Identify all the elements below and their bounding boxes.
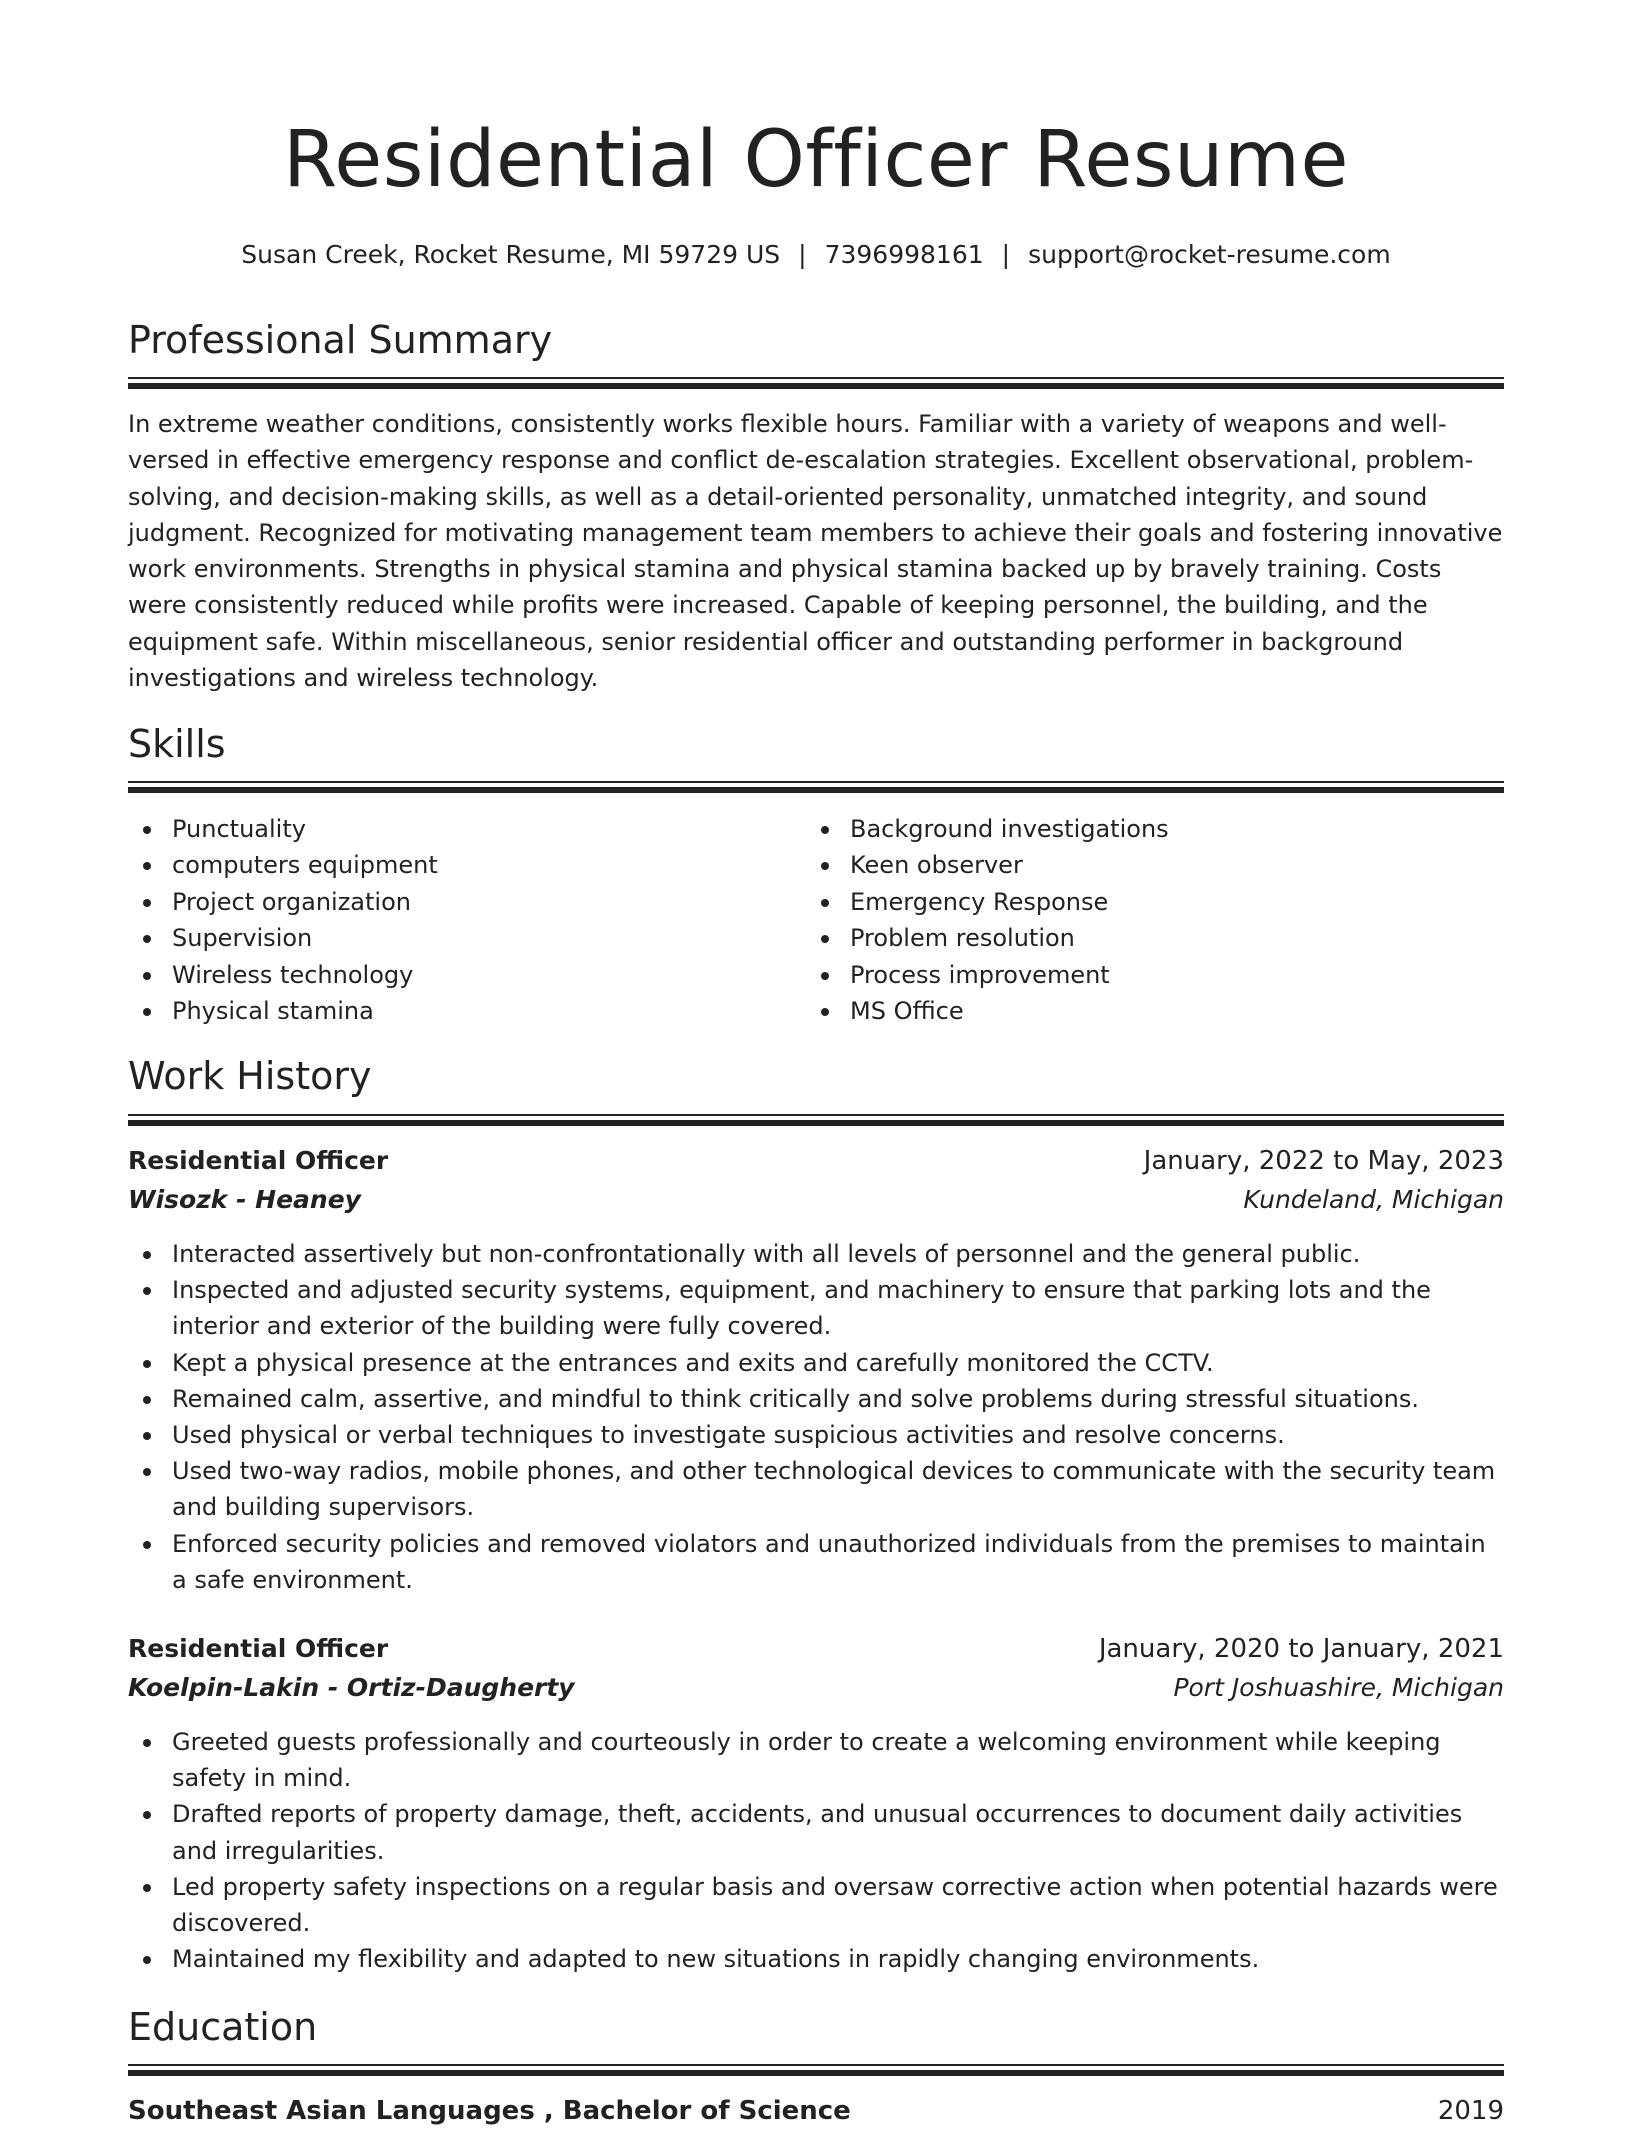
- work-history-heading: Work History: [128, 1054, 372, 1098]
- list-item: Interacted assertively but non-confrontationally with all levels of personnel and the general public.: [128, 1236, 1504, 1272]
- list-item: Remained calm, assertive, and mindful to think critically and solve problems during stressful situations.: [128, 1381, 1504, 1417]
- section-divider: [128, 781, 1504, 793]
- education-entry: [128, 2096, 1504, 2136]
- job-header: [128, 1145, 1504, 1225]
- job-company: Wisozk - Heaney: [128, 1185, 361, 1214]
- list-item: Maintained my flexibility and adapted to new situations in rapidly changing environments.: [128, 1941, 1504, 1977]
- contact-email: support@rocket-resume.com: [1028, 240, 1391, 269]
- skill-item: Problem resolution: [806, 920, 1169, 956]
- list-item: Kept a physical presence at the entrances and exits and carefully monitored the CCTV.: [128, 1345, 1504, 1381]
- contact-line: [128, 240, 1504, 270]
- skills-list-right: [806, 811, 1169, 1029]
- job-dates: January, 2020 to January, 2021: [1098, 1634, 1504, 1664]
- job-title: Residential Officer: [128, 1146, 389, 1175]
- list-item: Used two-way radios, mobile phones, and other technological devices to communicate with the security team and building supervisors.: [128, 1453, 1504, 1525]
- education-year: 2019: [1437, 2096, 1504, 2126]
- skill-item: Punctuality: [128, 811, 438, 847]
- section-divider: [128, 1114, 1504, 1126]
- job-bullets: [128, 1724, 1504, 1977]
- skill-item: Wireless technology: [128, 957, 438, 993]
- contact-separator: |: [1001, 240, 1011, 269]
- job-dates: January, 2022 to May, 2023: [1143, 1146, 1504, 1176]
- job-bullets: [128, 1236, 1504, 1598]
- resume-title: Residential Officer Resume: [283, 115, 1349, 205]
- contact-separator: |: [798, 240, 807, 269]
- skill-item: Supervision: [128, 920, 438, 956]
- skill-item: Background investigations: [806, 811, 1169, 847]
- job-location: Port Joshuashire, Michigan: [1173, 1673, 1504, 1702]
- list-item: Inspected and adjusted security systems, equipment, and machinery to ensure that parking lots and the interior and exterior of the building were fully covered.: [128, 1272, 1504, 1344]
- summary-heading: Professional Summary: [128, 318, 553, 362]
- list-item: Enforced security policies and removed violators and unauthorized individuals from the premises to maintain a safe environment.: [128, 1526, 1504, 1598]
- summary-text: In extreme weather conditions, consistently works flexible hours. Familiar with a variety of weapons and well-versed in effective emergency response and conflict de-escalation strategies. Excellent observational, problem-solving, and decision-making skills, as well as a detail-oriented personality, unmatched integrity, and sound judgment. Recognized for motivating management team members to achieve their goals and fostering innovative work environments. Strengths in physical stamina and physical stamina backed up by bravely training. Costs were consistently reduced while profits were increased. Capable of keeping personnel, the building, and the equipment safe. Within miscellaneous, senior residential officer and outstanding performer in background investigations and wireless technology.: [128, 410, 1503, 693]
- skill-item: Physical stamina: [128, 993, 438, 1029]
- skills-heading: Skills: [128, 722, 226, 766]
- list-item: Led property safety inspections on a regular basis and oversaw corrective action when potential hazards were discovered.: [128, 1869, 1504, 1941]
- skill-item: computers equipment: [128, 847, 438, 883]
- section-divider: [128, 2064, 1504, 2076]
- job-header: [128, 1633, 1504, 1713]
- skills-list-left: [128, 811, 438, 1029]
- skill-item: MS Office: [806, 993, 1169, 1029]
- skill-item: Emergency Response: [806, 884, 1169, 920]
- contact-address: Susan Creek, Rocket Resume, MI 59729 US: [241, 240, 781, 269]
- education-heading: Education: [128, 2005, 318, 2049]
- skill-item: Project organization: [128, 884, 438, 920]
- section-divider: [128, 377, 1504, 389]
- contact-phone: 7396998161: [824, 240, 984, 269]
- job-title: Residential Officer: [128, 1634, 389, 1663]
- job-company: Koelpin-Lakin - Ortiz-Daugherty: [128, 1673, 575, 1702]
- skill-item: Process improvement: [806, 957, 1169, 993]
- list-item: Drafted reports of property damage, theft, accidents, and unusual occurrences to document daily activities and irregularities.: [128, 1796, 1504, 1868]
- list-item: Greeted guests professionally and courteously in order to create a welcoming environment while keeping safety in mind.: [128, 1724, 1504, 1796]
- job-location: Kundeland, Michigan: [1243, 1185, 1504, 1214]
- list-item: Used physical or verbal techniques to investigate suspicious activities and resolve concerns.: [128, 1417, 1504, 1453]
- education-degree: Southeast Asian Languages , Bachelor of Science: [128, 2096, 851, 2126]
- skill-item: Keen observer: [806, 847, 1169, 883]
